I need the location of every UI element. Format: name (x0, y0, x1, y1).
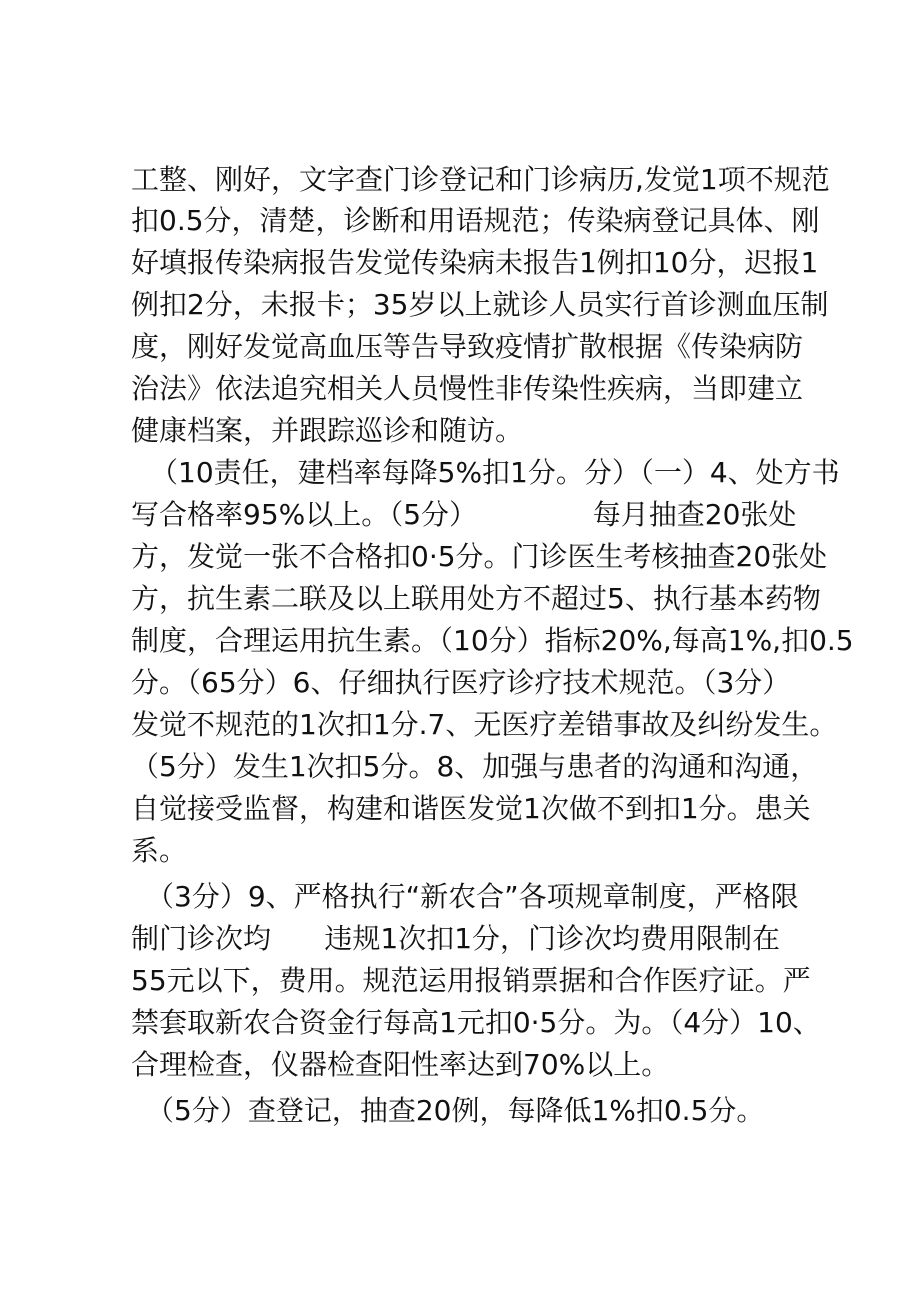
text-line-23: （5分）查登记，抽查20例，每降低1%扣0.5分。 (146, 1094, 765, 1127)
text-line-17: 系。 (131, 834, 188, 867)
text-line-7: 健康档案，并跟踪巡诊和随访。 (131, 414, 524, 447)
text-line-9: 写合格率95%以上。（5分） 每月抽查20张处 (131, 498, 797, 531)
text-line-6: 治法》依法追究相关人员慢性非传染性疾病，当即建立 (131, 372, 804, 405)
text-line-2: 扣0.5分，清楚，诊断和用语规范；传染病登记具体、刚 (131, 204, 820, 237)
text-line-1: 工整、刚好，文字查门诊登记和门诊病历,发觉1项不规范 (131, 163, 830, 196)
text-line-5: 度，刚好发觉高血压等告导致疫情扩散根据《传染病防 (131, 330, 804, 363)
text-line-13: 分。（65分）6、仔细执行医疗诊疗技术规范。（3分） (131, 666, 791, 699)
text-line-12: 制度，合理运用抗生素。（10分）指标20%,每高1%,扣0.5 (131, 624, 854, 657)
text-line-14: 发觉不规范的1次扣1分.7、无医疗差错事故及纠纷发生。 (131, 708, 838, 741)
text-line-15: （5分）发生1次扣5分。8、加强与患者的沟通和沟通， (131, 750, 819, 783)
text-line-8: （10责任，建档率每降5%扣1分。分）（一）4、处方书 (150, 456, 840, 489)
text-line-19: 制门诊次均 违规1次扣1分，门诊次均费用限制在 (131, 922, 781, 955)
text-line-20: 55元以下，费用。规范运用报销票据和合作医疗证。严 (131, 964, 811, 997)
text-line-21: 禁套取新农合资金行每高1元扣0·5分。为。（4分）10、 (131, 1006, 821, 1039)
text-line-22: 合理检查，仪器检查阳性率达到70%以上。 (131, 1048, 670, 1081)
text-line-11: 方，抗生素二联及以上联用处方不超过5、执行基本药物 (131, 582, 821, 615)
text-line-3: 好填报传染病报告发觉传染病未报告1例扣10分，迟报1 (131, 246, 819, 279)
text-line-18: （3分）9、严格执行“新农合”各项规章制度，严格限 (146, 880, 799, 913)
text-line-4: 例扣2分，未报卡；35岁以上就诊人员实行首诊测血压制 (131, 288, 829, 321)
text-line-10: 方，发觉一张不合格扣0·5分。门诊医生考核抽查20张处 (131, 540, 828, 573)
text-line-16: 自觉接受监督，构建和谐医发觉1次做不到扣1分。患关 (131, 792, 811, 825)
